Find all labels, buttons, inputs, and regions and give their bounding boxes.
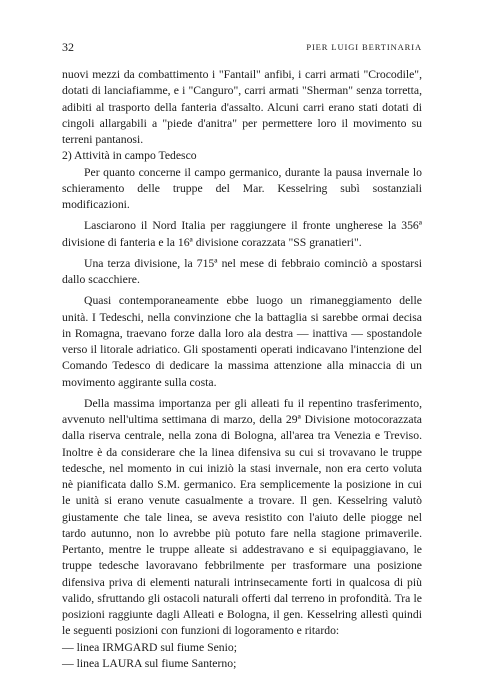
list-item: — linea IRMGARD sul fiume Senio;	[62, 640, 237, 654]
paragraph: Lasciarono il Nord Italia per raggiungere il fronte ungherese la 356ª divisione di fanteria e la 16ª divisione corazzata "SS granatieri".	[62, 219, 422, 249]
page-header	[62, 40, 422, 56]
paragraph: Quasi contemporaneamente ebbe luogo un rimaneggiamento delle unità. I Tedeschi, nella convinzione che la battaglia si sarebbe ormai decisa in Romagna, traevano forze dalla loro ala destra — inattiva — spostandole verso il litorale adriatico. Gli spostamenti operati indicavano l'intenzione del Comando Tedesco di dedicare la massima attenzione alla minaccia di un movimento aggirante sulla costa.	[62, 294, 422, 389]
page-number: 32	[62, 40, 74, 54]
paragraph: Della massima importanza per gli alleati fu il repentino trasferimento, avvenuto nell'ultima settimana di marzo, della 29ª Divisione motocorazzata dalla riserva centrale, nella zona di Bologna, all'area tra Venezia e Treviso. Inoltre è da considerare che la linea difensiva su cui si trovavano le truppe tedesche, nel momento in cui iniziò la stasi invernale, non era certo voluta nè pianificata dallo S.M. germanico. Era semplicemente la posizione in cui le unità si erano venute casualmente a trovare. Il gen. Kesselring valutò giustamente che tale linea, se aveva resistito con l'aiuto delle piogge nel tardo autunno, non lo avrebbe più potuto fare nella stagione primaverile. Pertanto, mentre le truppe alleate si addestravano e si equipaggiavano, le truppe tedesche lavoravano febbrilmente per trasformare una posizione difensiva priva di elementi naturali intrinsecamente forti in qualcosa di più valido, sfruttando gli ostacoli naturali offerti dal terreno in profondità. Tra le posizioni raggiunte dagli Alleati e Bologna, il gen. Kesselring allestì quindi le seguenti posizioni con funzioni di logoramento e ritardo:	[62, 396, 422, 638]
paragraph: Una terza divisione, la 715ª nel mese di febbraio cominciò a spostarsi dallo scacchiere.	[62, 256, 422, 286]
paragraph: nuovi mezzi da combattimento i "Fantail" anfibi, i carri armati "Crocodile", dotati di lanciafiamme, e i "Canguro", carri armati "Sherman" senza torretta, adibiti al trasporto della fanteria d'assalto. Alcuni carri erano stati dotati di cingoli allargabili a "piede d'anitra" per permettere loro il movimento su terreni pantanosi.	[62, 68, 422, 146]
section-heading: 2) Attività in campo Tedesco	[62, 149, 197, 163]
paragraph: Per quanto concerne il campo germanico, durante la pausa invernale lo schieramento delle truppe del Mar. Kesselring subì sostanziali modificazioni.	[62, 165, 422, 211]
list-item: — linea LAURA sul fiume Santerno;	[62, 656, 237, 670]
body-text	[62, 67, 422, 672]
running-head: PIER LUIGI BERTINARIA	[306, 42, 422, 52]
